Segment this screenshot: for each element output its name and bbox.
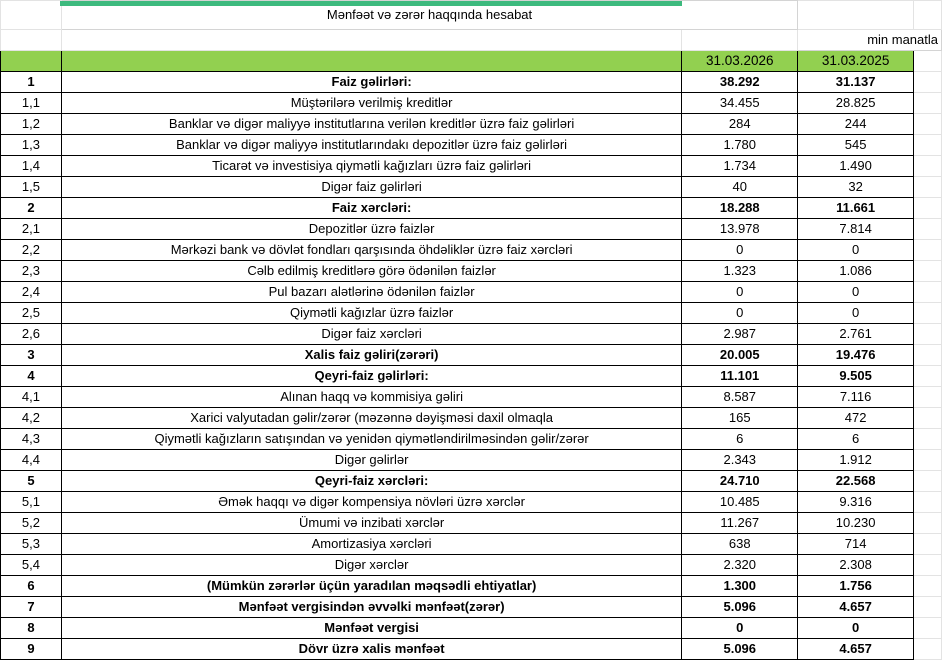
- row-value-previous: 2.761: [798, 324, 914, 345]
- empty-cell: [682, 30, 798, 51]
- row-label: Banklar və digər maliyyə institutlarına verilən kreditlər üzrə faiz gəlirləri: [61, 114, 681, 135]
- table-row: [1, 219, 942, 240]
- row-label: Banklar və digər maliyyə institutlarındakı depozitlər üzrə faiz gəlirləri: [61, 135, 681, 156]
- row-value-current: 20.005: [682, 345, 798, 366]
- empty-cell: [914, 114, 942, 135]
- row-value-previous: 10.230: [798, 513, 914, 534]
- report-title: Mənfəət və zərər haqqında hesabat: [61, 1, 797, 30]
- empty-cell: [914, 198, 942, 219]
- row-label: Ümumi və inzibati xərclər: [61, 513, 681, 534]
- empty-cell: [914, 240, 942, 261]
- row-number: 5,2: [1, 513, 62, 534]
- table-row: [1, 471, 942, 492]
- header-label-cell: [61, 51, 681, 72]
- empty-cell: [914, 618, 942, 639]
- empty-cell: [914, 177, 942, 198]
- row-label: Mənfəət vergisi: [61, 618, 681, 639]
- selection-accent-bar: [60, 1, 682, 6]
- row-label: Əmək haqqı və digər kompensiya növləri üzrə xərclər: [61, 492, 681, 513]
- row-value-previous: 714: [798, 534, 914, 555]
- empty-cell: [914, 303, 942, 324]
- row-value-previous: 545: [798, 135, 914, 156]
- row-number: 1,3: [1, 135, 62, 156]
- row-value-previous: 1.086: [798, 261, 914, 282]
- row-label: Mərkəzi bank və dövlət fondları qarşısında öhdəliklər üzrə faiz xərcləri: [61, 240, 681, 261]
- row-value-current: 11.101: [682, 366, 798, 387]
- empty-cell: [914, 387, 942, 408]
- row-number: 1,4: [1, 156, 62, 177]
- empty-cell: [914, 366, 942, 387]
- row-number: 2,5: [1, 303, 62, 324]
- row-value-previous: 2.308: [798, 555, 914, 576]
- row-number: 5,1: [1, 492, 62, 513]
- table-row: [1, 639, 942, 660]
- row-label: Qiymətli kağızlar üzrə faizlər: [61, 303, 681, 324]
- row-number: 5,4: [1, 555, 62, 576]
- row-value-previous: 7.814: [798, 219, 914, 240]
- row-label: Digər xərclər: [61, 555, 681, 576]
- row-value-current: 284: [682, 114, 798, 135]
- empty-cell: [914, 219, 942, 240]
- table-row: [1, 72, 942, 93]
- empty-cell: [914, 534, 942, 555]
- row-value-previous: 9.505: [798, 366, 914, 387]
- row-value-previous: 32: [798, 177, 914, 198]
- row-number: 2,4: [1, 282, 62, 303]
- row-label: Mənfəət vergisindən əvvəlki mənfəət(zərər): [61, 597, 681, 618]
- table-row: [1, 597, 942, 618]
- empty-cell: [914, 156, 942, 177]
- row-value-current: 6: [682, 429, 798, 450]
- empty-cell: [914, 471, 942, 492]
- row-value-previous: 0: [798, 618, 914, 639]
- row-value-current: 2.343: [682, 450, 798, 471]
- row-label: Amortizasiya xərcləri: [61, 534, 681, 555]
- empty-cell: [914, 450, 942, 471]
- row-label: (Mümkün zərərlər üçün yaradılan məqsədli ehtiyatlar): [61, 576, 681, 597]
- row-value-previous: 19.476: [798, 345, 914, 366]
- table-row: [1, 618, 942, 639]
- row-number: 5,3: [1, 534, 62, 555]
- row-number: 2: [1, 198, 62, 219]
- row-label: Qeyri-faiz gəlirləri:: [61, 366, 681, 387]
- row-value-current: 18.288: [682, 198, 798, 219]
- row-label: Qiymətli kağızların satışından və yenidən qiymətləndirilməsindən gəlir/zərər: [61, 429, 681, 450]
- row-value-current: 0: [682, 282, 798, 303]
- row-number: 5: [1, 471, 62, 492]
- row-value-current: 0: [682, 618, 798, 639]
- row-label: Faiz gəlirləri:: [61, 72, 681, 93]
- table-row: [1, 93, 942, 114]
- row-label: Alınan haqq və kommisiya gəliri: [61, 387, 681, 408]
- row-value-current: 638: [682, 534, 798, 555]
- table-row: [1, 408, 942, 429]
- row-value-current: 2.987: [682, 324, 798, 345]
- row-value-current: 38.292: [682, 72, 798, 93]
- row-value-current: 8.587: [682, 387, 798, 408]
- table-row: [1, 345, 942, 366]
- unit-label: min manatla: [798, 30, 942, 51]
- row-value-previous: 6: [798, 429, 914, 450]
- row-value-current: 1.323: [682, 261, 798, 282]
- row-value-previous: 0: [798, 240, 914, 261]
- table-row: [1, 177, 942, 198]
- row-value-current: 0: [682, 303, 798, 324]
- empty-cell: [914, 555, 942, 576]
- empty-cell: [798, 1, 914, 30]
- empty-cell: [914, 261, 942, 282]
- table-row: [1, 198, 942, 219]
- row-value-current: 2.320: [682, 555, 798, 576]
- row-number: 1,2: [1, 114, 62, 135]
- row-value-previous: 11.661: [798, 198, 914, 219]
- row-number: 2,2: [1, 240, 62, 261]
- row-number: 1: [1, 72, 62, 93]
- empty-cell: [61, 30, 681, 51]
- row-value-current: 13.978: [682, 219, 798, 240]
- row-value-previous: 7.116: [798, 387, 914, 408]
- header-date-previous: 31.03.2025: [798, 51, 914, 72]
- row-value-previous: 1.490: [798, 156, 914, 177]
- empty-cell: [914, 513, 942, 534]
- row-label: Müştərilərə verilmiş kreditlər: [61, 93, 681, 114]
- empty-cell: [914, 639, 942, 660]
- row-number: 1,1: [1, 93, 62, 114]
- table-row: [1, 429, 942, 450]
- row-value-current: 34.455: [682, 93, 798, 114]
- row-value-previous: 0: [798, 303, 914, 324]
- empty-cell: [914, 51, 942, 72]
- row-number: 4,4: [1, 450, 62, 471]
- row-value-previous: 1.756: [798, 576, 914, 597]
- empty-cell: [914, 282, 942, 303]
- row-value-current: 11.267: [682, 513, 798, 534]
- table-row: [1, 534, 942, 555]
- row-number: 2,6: [1, 324, 62, 345]
- empty-cell: [914, 429, 942, 450]
- row-value-previous: 9.316: [798, 492, 914, 513]
- table-row: [1, 261, 942, 282]
- row-number: 8: [1, 618, 62, 639]
- row-label: Ticarət və investisiya qiymətli kağızları üzrə faiz gəlirləri: [61, 156, 681, 177]
- row-value-current: 24.710: [682, 471, 798, 492]
- row-value-current: 1.734: [682, 156, 798, 177]
- row-value-previous: 31.137: [798, 72, 914, 93]
- empty-cell: [914, 324, 942, 345]
- empty-cell: [914, 492, 942, 513]
- row-number: 1,5: [1, 177, 62, 198]
- row-number: 4,1: [1, 387, 62, 408]
- row-label: Digər faiz gəlirləri: [61, 177, 681, 198]
- row-label: Digər gəlirlər: [61, 450, 681, 471]
- row-number: 2,1: [1, 219, 62, 240]
- row-value-previous: 4.657: [798, 639, 914, 660]
- table-row: [1, 324, 942, 345]
- row-number: 4: [1, 366, 62, 387]
- row-value-current: 1.780: [682, 135, 798, 156]
- row-value-current: 40: [682, 177, 798, 198]
- table-row: [1, 492, 942, 513]
- row-value-current: 5.096: [682, 639, 798, 660]
- row-value-previous: 472: [798, 408, 914, 429]
- empty-cell: [1, 30, 62, 51]
- row-number: 6: [1, 576, 62, 597]
- row-label: Digər faiz xərcləri: [61, 324, 681, 345]
- row-label: Dövr üzrə xalis mənfəət: [61, 639, 681, 660]
- row-label: Qeyri-faiz xərcləri:: [61, 471, 681, 492]
- empty-cell: [914, 72, 942, 93]
- table-row: [1, 450, 942, 471]
- row-number: 4,2: [1, 408, 62, 429]
- row-number: 2,3: [1, 261, 62, 282]
- row-value-current: 10.485: [682, 492, 798, 513]
- header-num-cell: [1, 51, 62, 72]
- row-number: 9: [1, 639, 62, 660]
- row-value-current: 0: [682, 240, 798, 261]
- table-row: [1, 513, 942, 534]
- row-value-current: 5.096: [682, 597, 798, 618]
- row-number: 7: [1, 597, 62, 618]
- row-value-previous: 28.825: [798, 93, 914, 114]
- table-row: [1, 387, 942, 408]
- table-row: [1, 282, 942, 303]
- row-value-previous: 244: [798, 114, 914, 135]
- row-value-previous: 22.568: [798, 471, 914, 492]
- header-date-current: 31.03.2026: [682, 51, 798, 72]
- row-value-current: 165: [682, 408, 798, 429]
- empty-cell: [914, 93, 942, 114]
- table-row: [1, 303, 942, 324]
- row-number: 3: [1, 345, 62, 366]
- row-label: Faiz xərcləri:: [61, 198, 681, 219]
- empty-cell: [914, 597, 942, 618]
- row-label: Pul bazarı alətlərinə ödənilən faizlər: [61, 282, 681, 303]
- table-row: [1, 576, 942, 597]
- table-row: [1, 135, 942, 156]
- empty-cell: [914, 408, 942, 429]
- table-row: [1, 366, 942, 387]
- table-row: [1, 156, 942, 177]
- row-value-previous: 0: [798, 282, 914, 303]
- empty-cell: [1, 1, 62, 30]
- empty-cell: [914, 345, 942, 366]
- row-label: Xalis faiz gəliri(zərəri): [61, 345, 681, 366]
- row-number: 4,3: [1, 429, 62, 450]
- empty-cell: [914, 1, 942, 30]
- row-label: Depozitlər üzrə faizlər: [61, 219, 681, 240]
- row-label: Xarici valyutadan gəlir/zərər (məzənnə dəyişməsi daxil olmaqla: [61, 408, 681, 429]
- table-row: [1, 555, 942, 576]
- empty-cell: [914, 576, 942, 597]
- row-value-previous: 4.657: [798, 597, 914, 618]
- empty-cell: [914, 135, 942, 156]
- table-row: [1, 114, 942, 135]
- row-value-current: 1.300: [682, 576, 798, 597]
- table-row: [1, 240, 942, 261]
- row-value-previous: 1.912: [798, 450, 914, 471]
- row-label: Cəlb edilmiş kreditlərə görə ödənilən faizlər: [61, 261, 681, 282]
